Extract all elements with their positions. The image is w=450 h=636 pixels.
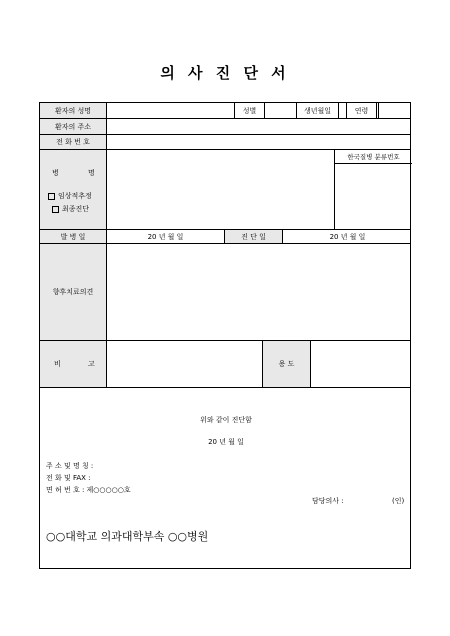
gender-field[interactable] xyxy=(264,103,296,118)
age-label: 연령 xyxy=(346,103,376,118)
hospital-name: ○○대학교 의과대학부속 ○○병원 xyxy=(46,530,209,543)
row-treatment xyxy=(40,244,410,341)
birthdate-label: 생년월일 xyxy=(296,103,338,118)
seal-mark: (인) xyxy=(392,497,405,505)
diagnosis-date-field[interactable]: 20 년 월 일 xyxy=(282,230,412,243)
disease-label-cell xyxy=(40,150,106,229)
remarks-label-part2: 고 xyxy=(88,360,95,368)
issue-date: 20 년 월 일 xyxy=(208,438,244,446)
gender-label: 성별 xyxy=(234,103,264,118)
doctor-label: 담당의사 : xyxy=(312,497,344,505)
diagnosis-date-label: 진 단 일 xyxy=(224,230,282,243)
row-phone xyxy=(40,135,410,150)
clinical-estimate-label: 임상적추정 xyxy=(58,192,92,200)
onset-date-field[interactable]: 20 년 월 일 xyxy=(106,230,224,243)
remarks-field[interactable] xyxy=(106,341,262,387)
row-patient-info xyxy=(40,103,410,119)
remarks-label-part1: 비 xyxy=(54,360,61,368)
statement-text: 위와 같이 진단함 xyxy=(200,416,252,424)
address-line: 주 소 및 명 칭 : xyxy=(46,462,94,470)
patient-name-field[interactable] xyxy=(106,103,234,118)
remarks-label-cell xyxy=(40,341,106,387)
row-address xyxy=(40,119,410,135)
purpose-label: 용 도 xyxy=(262,341,310,387)
phone-field[interactable] xyxy=(106,135,412,149)
patient-address-field[interactable] xyxy=(106,119,412,134)
disease-name-field[interactable] xyxy=(106,150,334,229)
row-remarks xyxy=(40,341,410,388)
row-disease xyxy=(40,150,410,230)
disease-label-part1: 병 xyxy=(52,169,59,177)
row-dates xyxy=(40,230,410,244)
onset-date-label: 발 병 일 xyxy=(40,230,106,243)
purpose-field[interactable] xyxy=(310,341,412,387)
checkbox-icon xyxy=(52,206,59,213)
disease-label-part2: 명 xyxy=(88,169,95,177)
phone-label: 전 화 번 호 xyxy=(40,135,106,149)
checkbox-icon xyxy=(48,193,55,200)
patient-address-label: 환자의 주소 xyxy=(40,119,106,134)
kcd-code-cell xyxy=(334,150,412,229)
clinical-estimate-option[interactable] xyxy=(48,191,92,201)
kcd-code-field[interactable] xyxy=(335,164,412,228)
patient-name-label: 환자의 성명 xyxy=(40,103,106,118)
phone-fax-line: 전 화 및 FAX : xyxy=(46,474,91,482)
age-field[interactable] xyxy=(376,103,412,118)
final-diagnosis-option[interactable] xyxy=(52,204,89,214)
kcd-code-label: 한국질병 분류번호 xyxy=(335,150,412,164)
diagnosis-form xyxy=(39,102,411,569)
treatment-opinion-label: 향후치료의견 xyxy=(40,244,106,340)
license-number-line: 면 허 번 호 : 제○○○○○호 xyxy=(46,486,131,494)
final-diagnosis-label: 최종진단 xyxy=(62,205,90,213)
treatment-opinion-field[interactable] xyxy=(106,244,412,340)
document-title: 의 사 진 단 서 xyxy=(160,64,290,82)
footer-section xyxy=(40,388,410,568)
